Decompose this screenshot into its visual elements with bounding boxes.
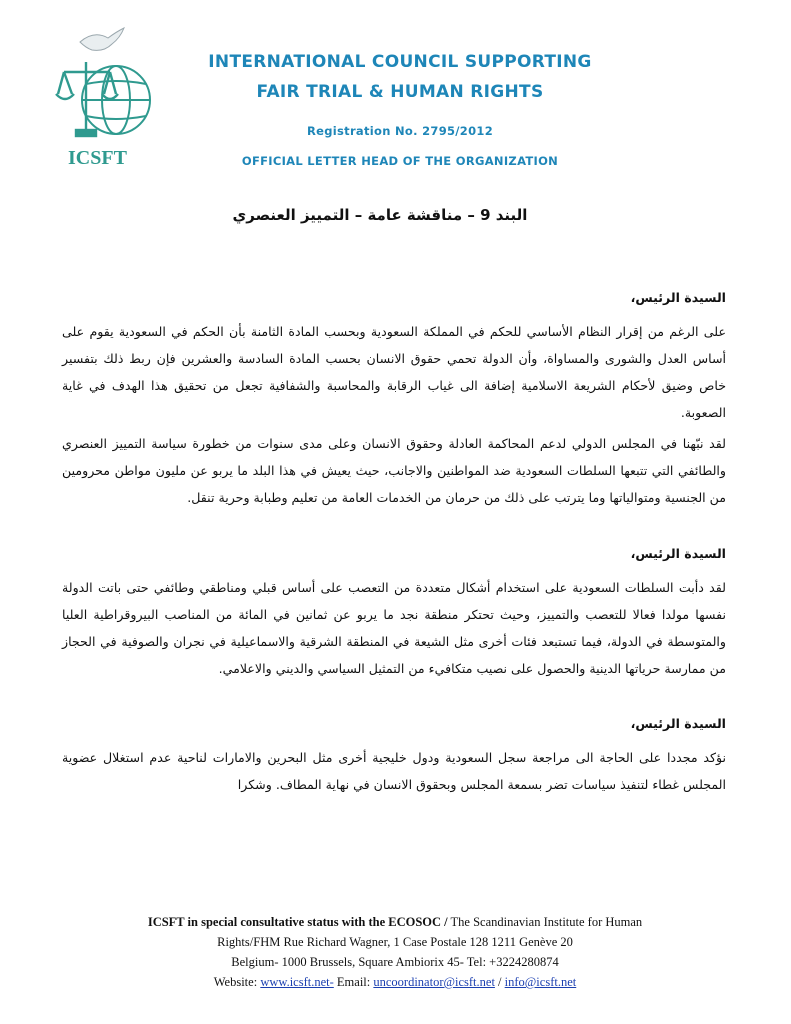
email-separator: / <box>494 975 505 989</box>
org-name-line2: FAIR TRIAL & HUMAN RIGHTS <box>256 82 544 102</box>
salutation: السيدة الرئيس، <box>630 546 726 561</box>
paragraph-1: على الرغم من إقرار النظام الأساسي للحكم في المملكة السعودية وبحسب المادة الثامنة بأن الحكم في السعودية يقوم على أساس العدل والشورى والمساواة، وأن الدولة تحمي حقوق الانسان بحسب المادة السادسة والعشرين فإن ربط ذلك بتفسير خاص وضيق لأحكام الشريعة الاسلامية إضافة الى غياب الرقابة والمحاسبة والشفافية تجعل من تحقيق هذا الهدف في غاية الصعوبة. <box>62 324 726 420</box>
org-name-line1: INTERNATIONAL COUNCIL SUPPORTING <box>208 52 592 72</box>
email-label: Email: <box>333 975 374 989</box>
organization-logo <box>50 22 170 172</box>
website-label: Website: <box>213 975 261 989</box>
website-link[interactable]: www.icsft.net- <box>260 975 334 989</box>
email-link-info[interactable]: info@icsft.net <box>504 975 577 989</box>
footer <box>60 912 730 992</box>
consultative-status: ICSFT in special consultative status with the ECOSOC / <box>147 915 448 929</box>
footer-line-2: Rights/FHM Rue Richard Wagner, 1 Case Postale 128 1211 Genève 20 <box>217 935 573 949</box>
letterhead-label: OFFICIAL LETTER HEAD OF THE ORGANIZATION <box>241 154 559 168</box>
registration-number: Registration No. 2795/2012 <box>306 124 494 138</box>
footer-line-3: Belgium- 1000 Brussels, Square Ambiorix 45- Tel: +3224280874 <box>231 955 559 969</box>
paragraph-4: نؤكد مجددا على الحاجة الى مراجعة سجل السعودية ودول خليجية أخرى مثل البحرين والامارات لناحية عدم استغلال عضوية المجلس غطاء لتنفيذ سياسات تضر بسمعة المجلس وبحقوق الانسان في نهاية المطاف. وشكرا <box>62 750 726 792</box>
footer-line-1 <box>60 912 730 932</box>
paragraph-2: لقد نبّهنا في المجلس الدولي لدعم المحاكمة العادلة وحقوق الانسان وعلى مدى سنوات من خطورة سياسة التمييز العنصري والطائفي التي تتبعها السلطات السعودية ضد المواطنين والاجانب، حيث يعيش في هذا البلد ما يربو عن مليون مواطن محرومين من الجنسية ومتوالياتها وما يترتب على ذلك من حرمان من الخدمات العامة من تعليم وطبابة وحرية تنقل. <box>62 436 726 505</box>
institute-name: The Scandinavian Institute for Human <box>447 915 643 929</box>
salutation: السيدة الرئيس، <box>630 716 726 731</box>
paragraph-3: لقد دأبت السلطات السعودية على استخدام أشكال متعددة من التعصب على أساس قبلي ومناطقي وطائفي حتى باتت الدولة نفسها مولدا فعالا للتعصب والتمييز، وحيث تحتكر منطقة نجد ما يربو عن ثمانين في المائة من المناصب البيروقراطية العليا والمتوسطة في الدولة، فيما تستبعد فئات أخرى مثل الشيعة في المنطقة الشرقية والاسماعيلية في نجران والصوفية في الحجاز من ممارسة حرياتها الدينية والحصول على نصيب متكافيء من التمثيل السياسي والديني والاعلامي. <box>62 580 726 676</box>
email-link-uncoordinator[interactable]: uncoordinator@icsft.net <box>373 975 495 989</box>
footer-line-4 <box>60 972 730 992</box>
logo-text: ICSFT <box>68 147 127 169</box>
salutation: السيدة الرئيس، <box>630 290 726 305</box>
agenda-title: البند 9 – مناقشة عامة – التمييز العنصري <box>232 206 528 224</box>
